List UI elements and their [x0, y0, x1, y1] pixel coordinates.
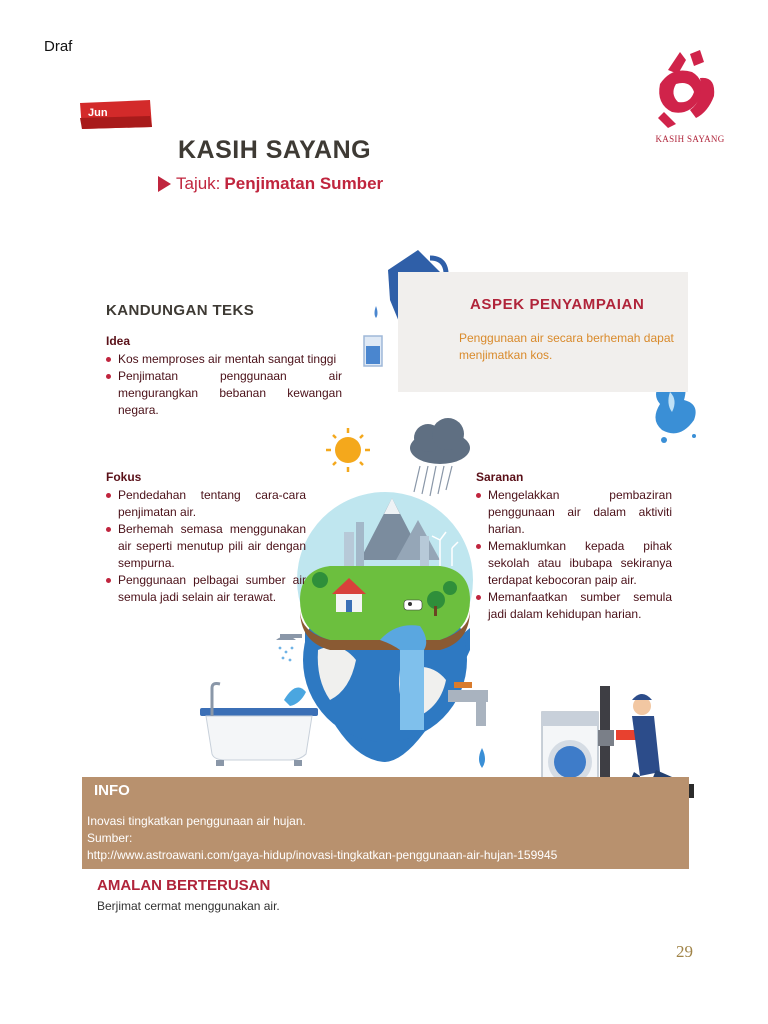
- logo-caption: KASIH SAYANG: [655, 134, 725, 144]
- earth-globe-illustration: [297, 492, 473, 762]
- faucet-icon: [448, 682, 488, 768]
- amalan-text: Berjimat cermat menggunakan air.: [97, 899, 280, 913]
- idea-heading: Idea: [106, 334, 131, 348]
- aspek-text: Penggunaan air secara berhemah dapat menjimatkan kos.: [459, 331, 674, 362]
- draft-label: Draf: [44, 38, 73, 55]
- play-triangle-icon: [158, 176, 171, 192]
- info-title: INFO: [94, 782, 130, 799]
- saranan-list: [476, 487, 672, 623]
- rain-cloud-icon: [410, 418, 470, 496]
- list-item: Penjimatan penggunaan air mengurangkan bebanan kewangan negara.: [106, 368, 342, 419]
- list-item: Memaklumkan kepada pihak sekolah atau ibubapa sekiranya terdapat kebocoran paip air.: [476, 538, 672, 589]
- subtitle-prefix: Tajuk:: [176, 174, 221, 193]
- page-number: 29: [676, 942, 693, 961]
- info-line-2: Sumber:: [87, 831, 133, 845]
- idea-list: [106, 351, 342, 419]
- list-item: Pendedahan tentang cara-cara penjimatan air.: [106, 487, 306, 521]
- amalan-title: AMALAN BERTERUSAN: [97, 877, 271, 894]
- page-title: KASIH SAYANG: [178, 136, 372, 164]
- sun-icon: [326, 428, 370, 472]
- list-item: Kos memproses air mentah sangat tinggi: [106, 351, 342, 368]
- list-item: Berhemah semasa menggunakan air seperti menutup pili air dengan sempurna.: [106, 521, 306, 572]
- fokus-list: [106, 487, 306, 606]
- info-line-1: Inovasi tingkatkan penggunaan air hujan.: [87, 814, 306, 828]
- subtitle: [158, 174, 383, 194]
- subtitle-topic: Penjimatan Sumber: [224, 174, 384, 193]
- bathtub-icon: [200, 684, 318, 767]
- kandungan-title: KANDUNGAN TEKS: [106, 302, 255, 319]
- shower-icon: [276, 634, 302, 661]
- aspek-title: ASPEK PENYAMPAIAN: [470, 296, 645, 313]
- list-item: Memanfaatkan sumber semula jadi dalam kehidupan harian.: [476, 589, 672, 623]
- list-item: Mengelakkan pembaziran penggunaan air dalam aktiviti harian.: [476, 487, 672, 538]
- fokus-heading: Fokus: [106, 470, 142, 484]
- list-item: Penggunaan pelbagai sumber air semula jadi selain air terawat.: [106, 572, 306, 606]
- saranan-heading: Saranan: [476, 470, 524, 484]
- month-tag: Jun: [88, 107, 108, 119]
- info-source-link[interactable]: http://www.astroawani.com/gaya-hidup/inovasi-tingkatkan-penggunaan-air-hujan-159945: [87, 848, 558, 862]
- kasih-sayang-logo: [658, 50, 714, 128]
